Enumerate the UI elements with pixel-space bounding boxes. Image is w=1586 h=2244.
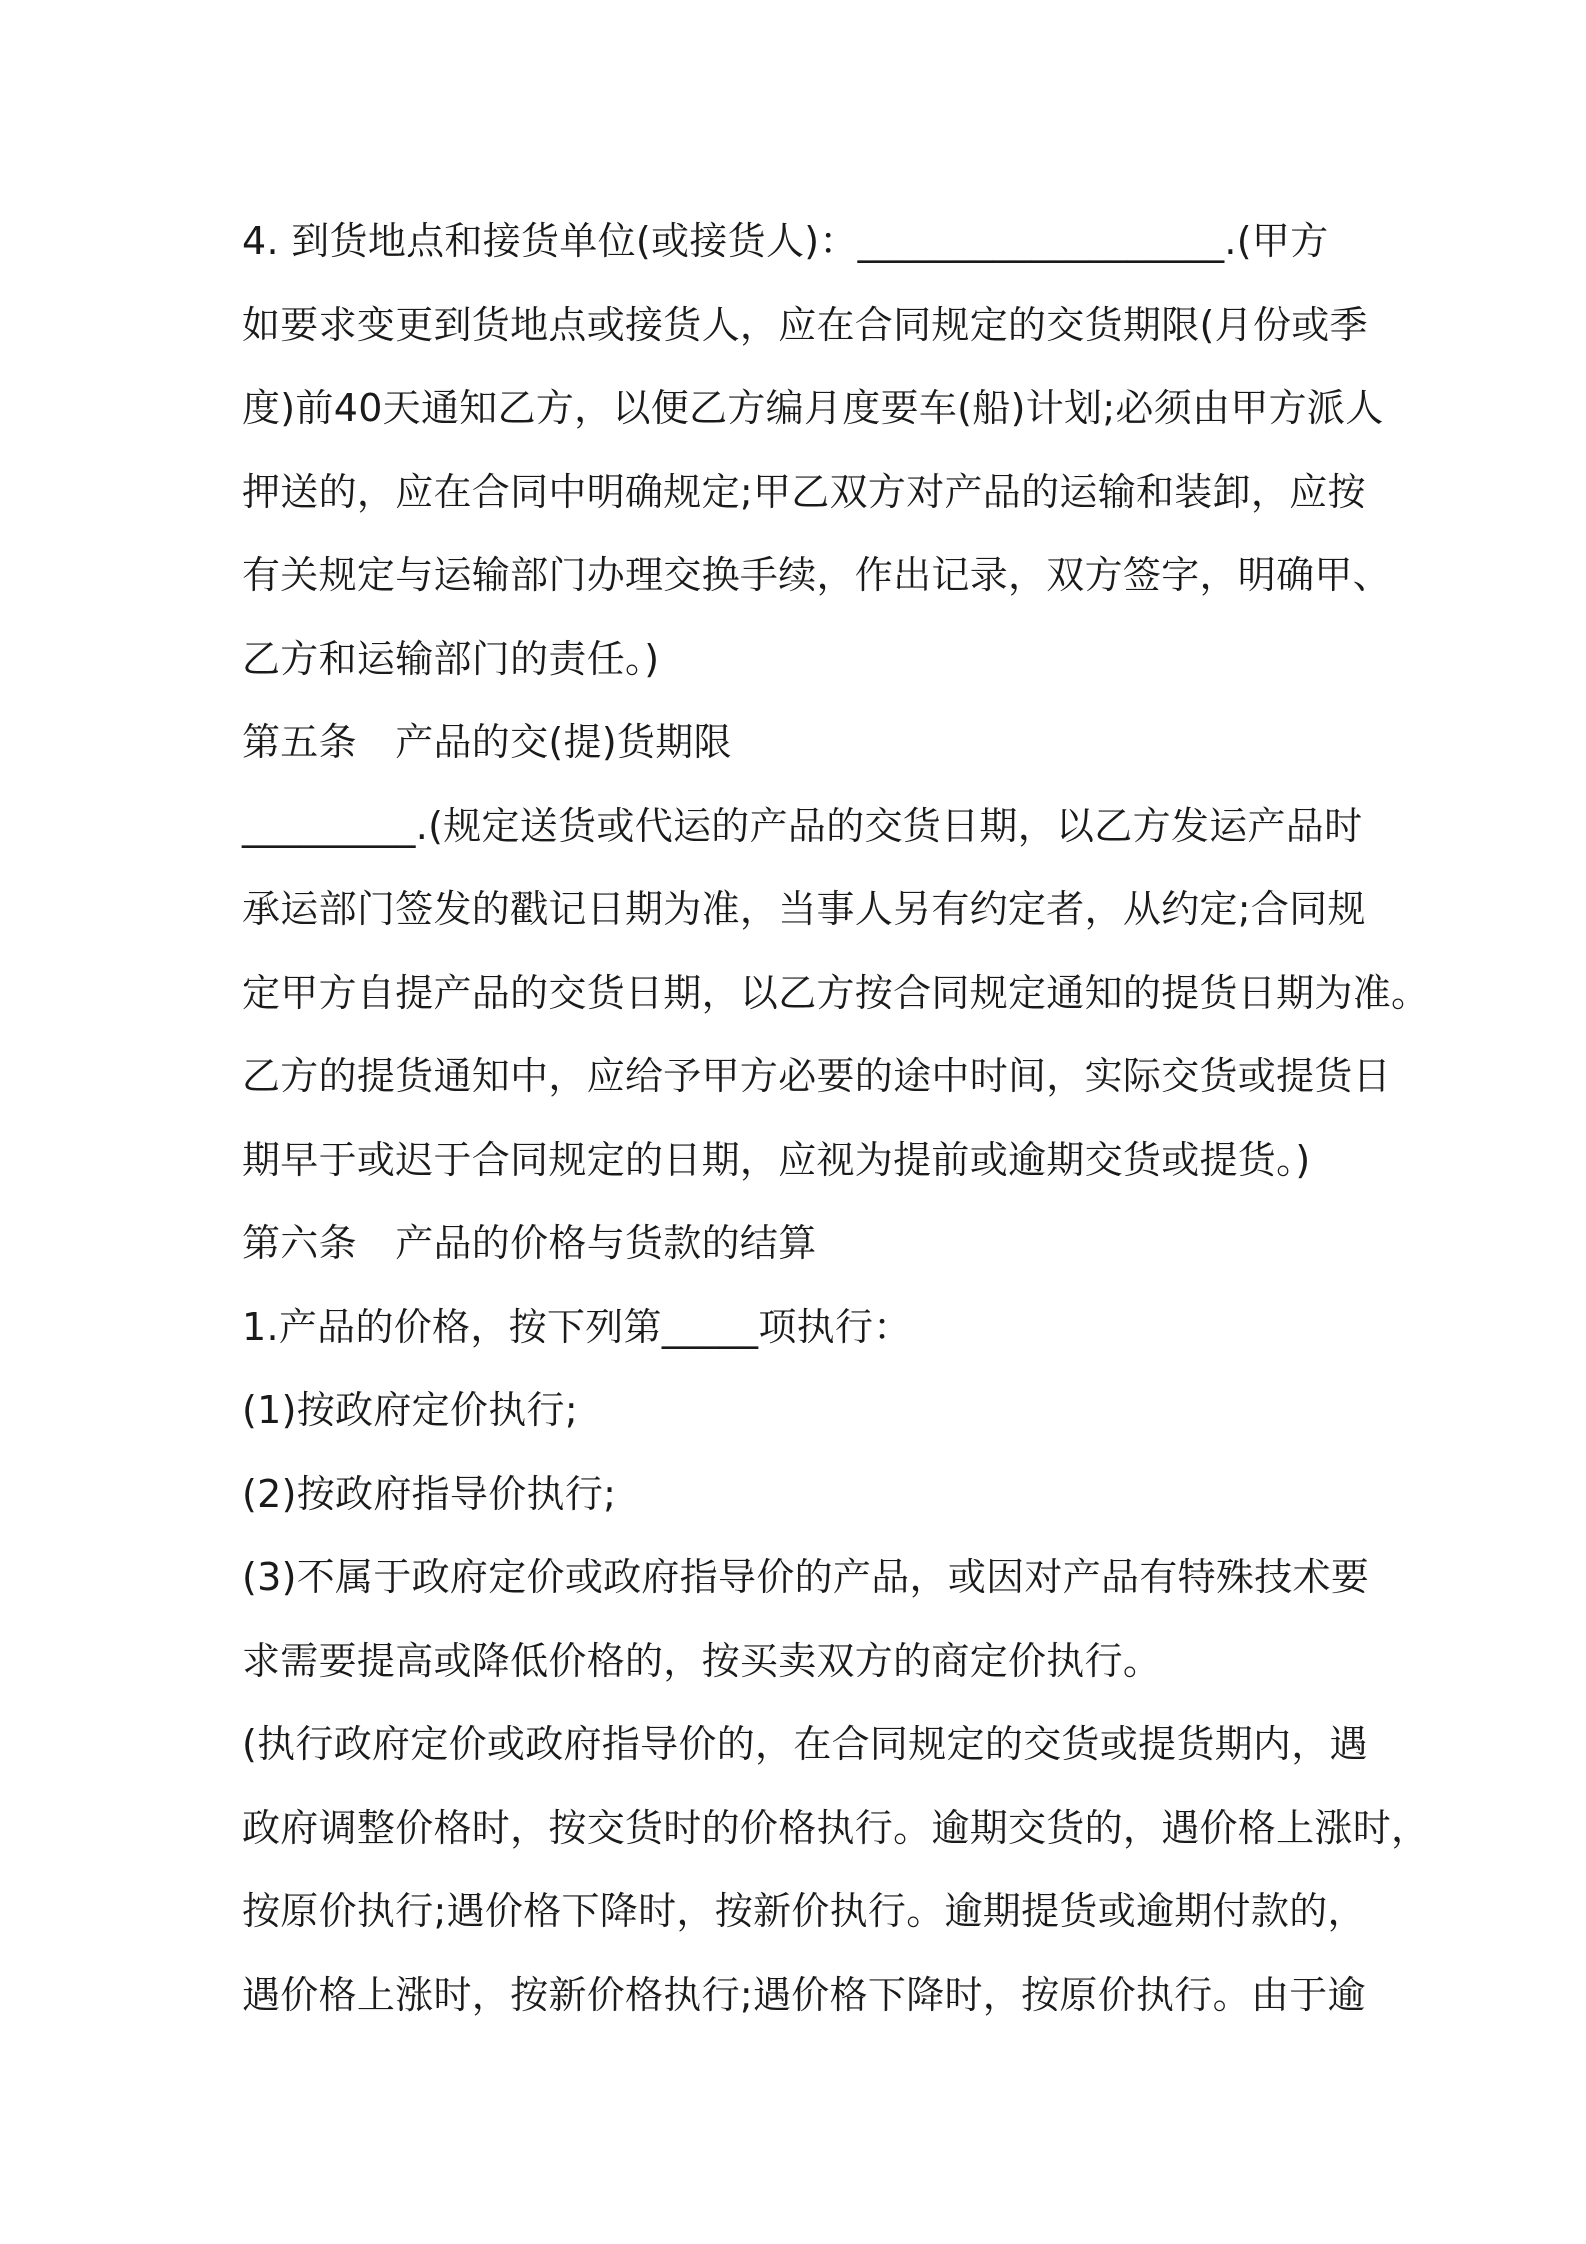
- contract-line: 如要求变更到货地点或接货人，应在合同规定的交货期限(月份或季: [242, 302, 1368, 347]
- contract-line: 政府调整价格时，按交货时的价格执行。逾期交货的，遇价格上涨时，: [242, 1805, 1430, 1850]
- contract-line: 遇价格上涨时，按新价格执行;遇价格下降时，按原价执行。由于逾: [242, 1972, 1366, 2017]
- contract-text: [242, 200, 1430, 2037]
- contract-line: _________.(规定送货或代运的产品的交货日期，以乙方发运产品时: [242, 803, 1363, 848]
- contract-line: (2)按政府指导价执行;: [242, 1471, 617, 1516]
- contract-line: 期早于或迟于合同规定的日期，应视为提前或逾期交货或提货。): [242, 1137, 1311, 1182]
- contract-line: (执行政府定价或政府指导价的，在合同规定的交货或提货期内，遇: [242, 1722, 1368, 1766]
- contract-line: 1.产品的价格，按下列第_____项执行：: [242, 1304, 912, 1349]
- contract-line: (3)不属于政府定价或政府指导价的产品，或因对产品有特殊技术要: [242, 1555, 1370, 1599]
- contract-line: 乙方的提货通知中，应给予甲方必要的途中时间，实际交货或提货日: [242, 1054, 1392, 1098]
- contract-line: 押送的，应在合同中明确规定;甲乙双方对产品的运输和装卸，应按: [242, 469, 1366, 514]
- contract-line: 度)前40天通知乙方，以便乙方编月度要车(船)计划;必须由甲方派人: [242, 386, 1384, 430]
- contract-line: 求需要提高或降低价格的，按买卖双方的商定价执行。: [242, 1638, 1162, 1683]
- article-heading: 第六条 产品的价格与货款的结算: [242, 1221, 817, 1265]
- contract-line: 承运部门签发的戳记日期为准，当事人另有约定者，从约定;合同规: [242, 887, 1366, 931]
- contract-line: 有关规定与运输部门办理交换手续，作出记录，双方签字，明确甲、: [242, 553, 1392, 597]
- contract-line: (1)按政府定价执行;: [242, 1388, 578, 1432]
- contract-line: 4. 到货地点和接货单位(或接货人)：___________________.(甲方: [242, 219, 1329, 263]
- article-heading: 第五条 产品的交(提)货期限: [242, 720, 732, 764]
- contract-line: 乙方和运输部门的责任。): [242, 636, 660, 681]
- contract-line: 按原价执行;遇价格下降时，按新价执行。逾期提货或逾期付款的，: [242, 1889, 1366, 1933]
- contract-line: 定甲方自提产品的交货日期，以乙方按合同规定通知的提货日期为准。: [242, 970, 1430, 1015]
